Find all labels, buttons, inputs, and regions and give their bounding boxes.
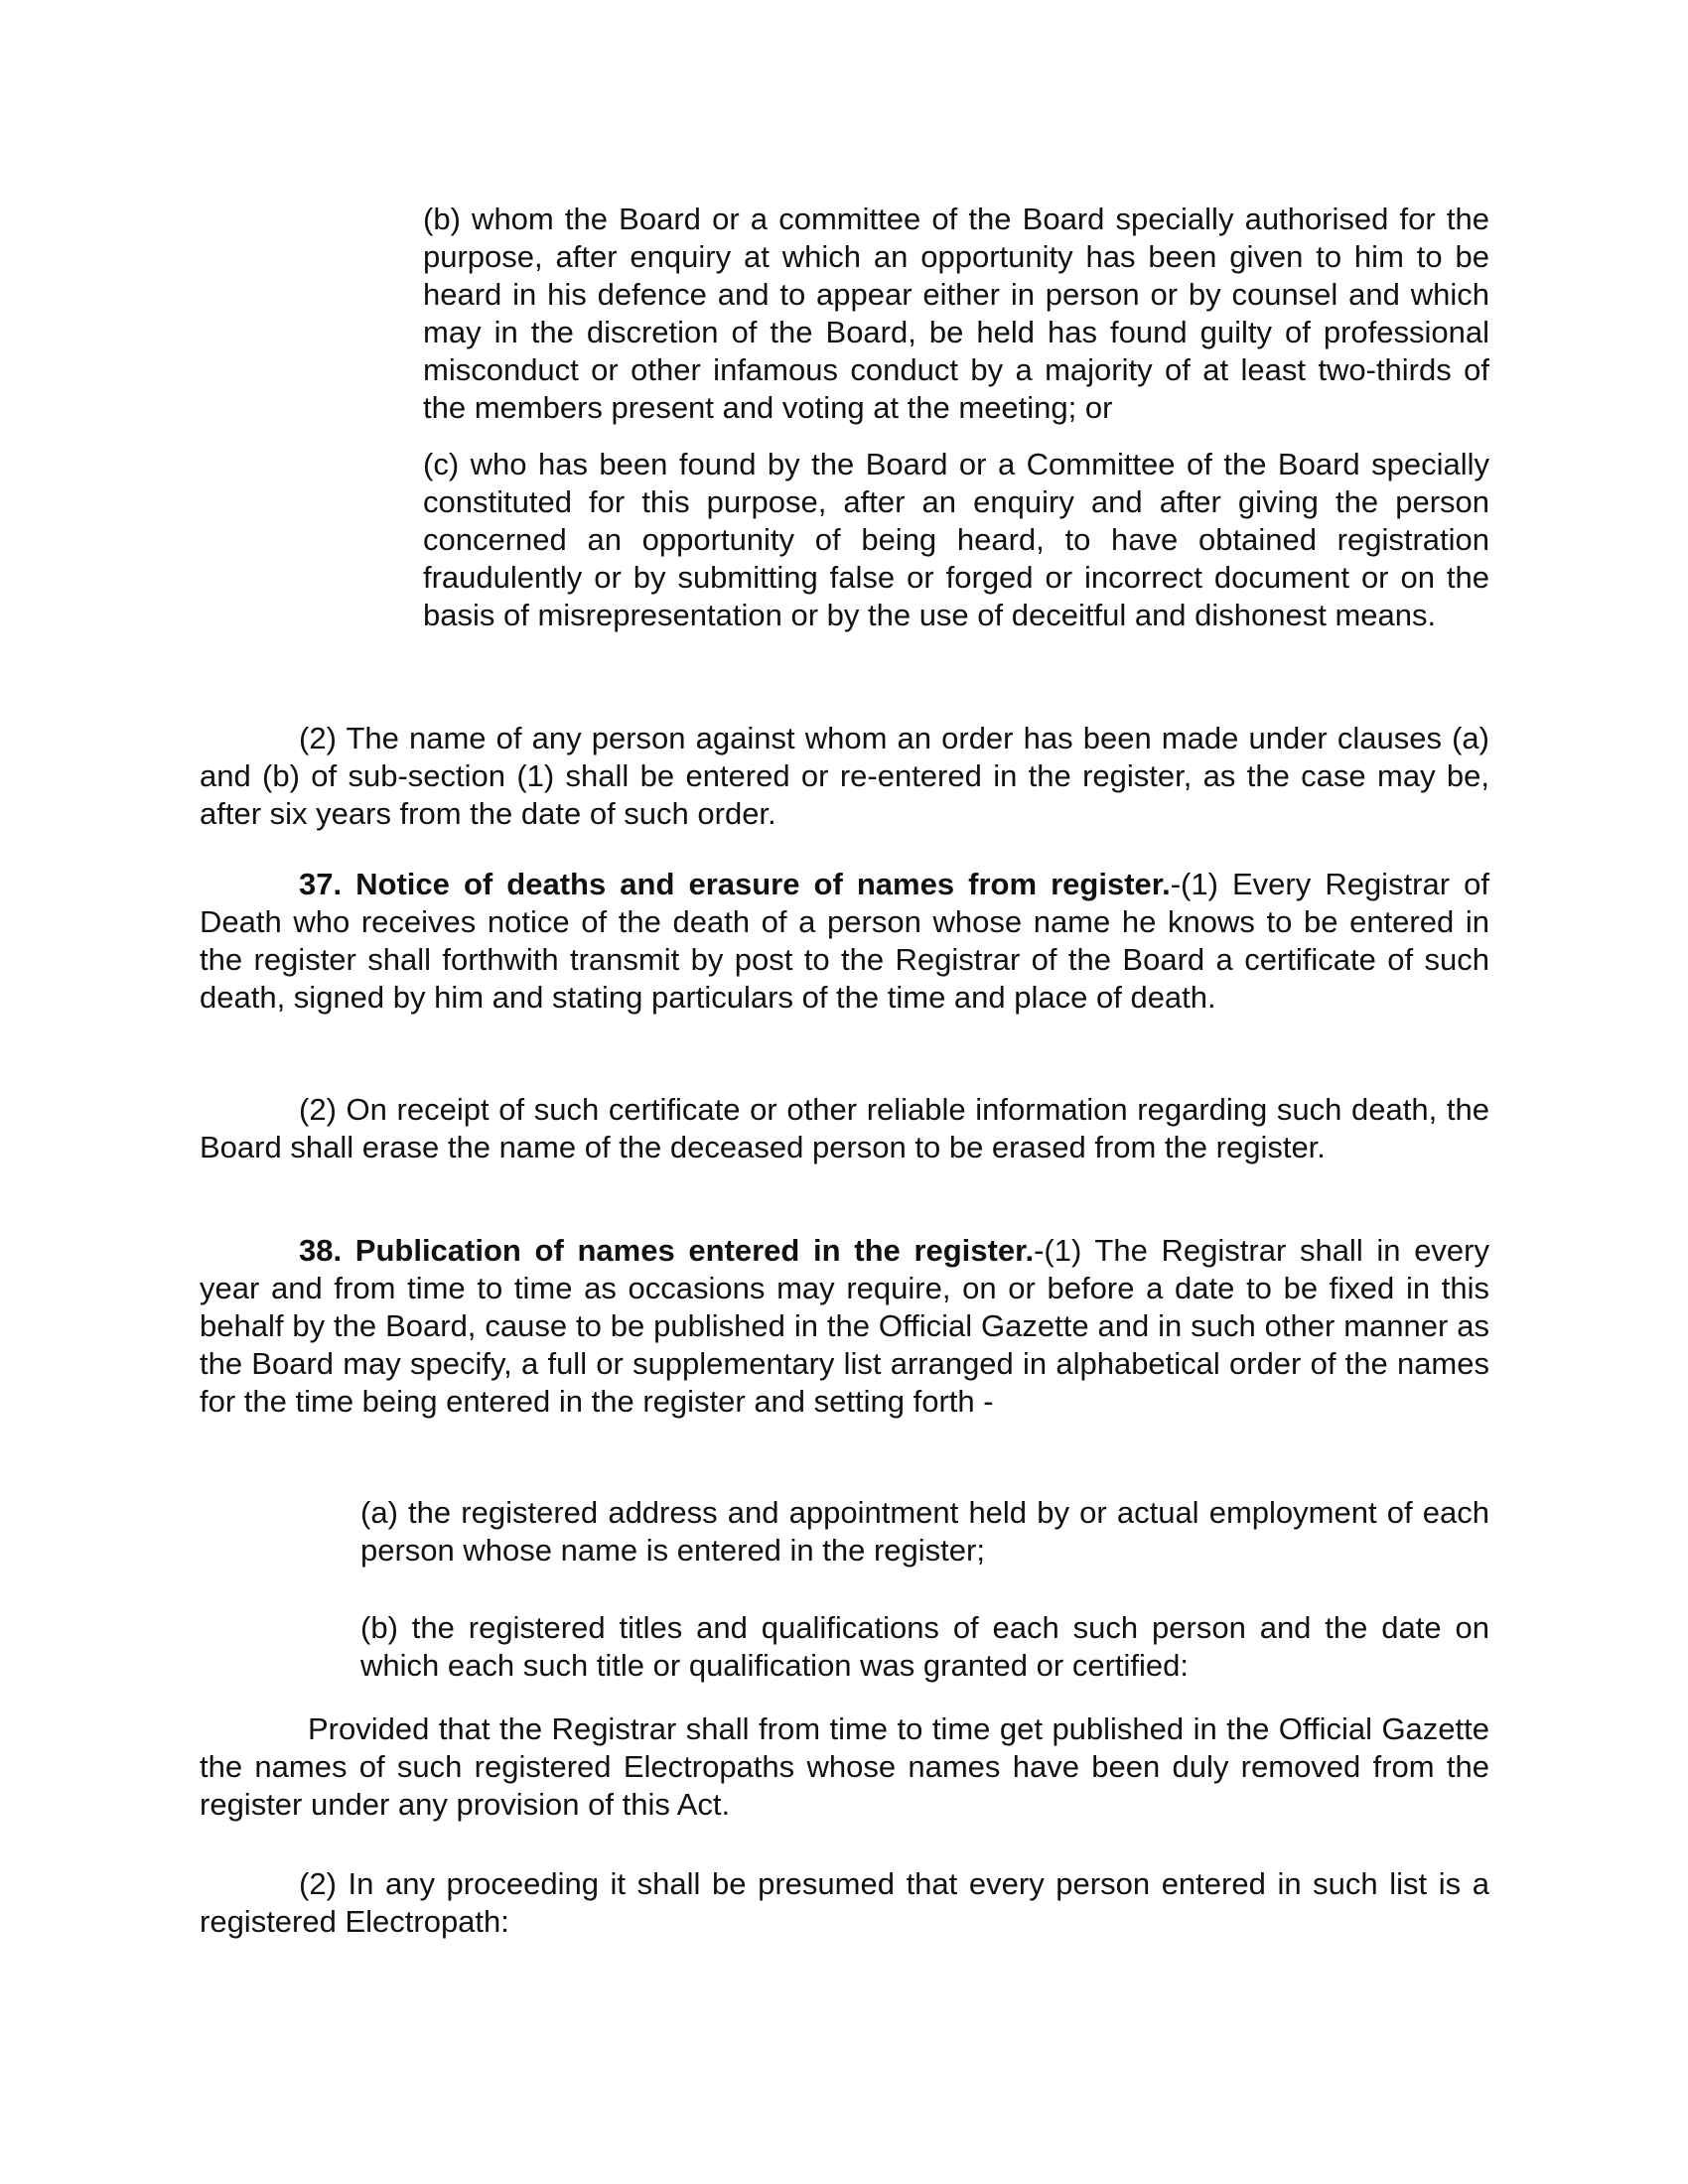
clause-c-previous-section: (c) who has been found by the Board or a Committee of the Board specially constituted for this purpose, after an enquiry and after giving the person concerned an opportunity of being heard, to have obtained registration fraudulently or by submitting false or forged or incorrect document or on the basis of misrepresentation or by the use of deceitful and dishonest means.	[423, 447, 1489, 632]
section-38-subsection-1	[200, 1232, 1489, 1421]
section-38-subsection-1-text: -(1) The Registrar shall in every year and from time to time as occasions may require, on or before a date to be fixed in this behalf by the Board, cause to be published in the Official Gazette and in such other manner as the Board may specify, a full or supplementary list arranged in alphabetical order of the names for the time being entered in the register and setting forth -	[200, 1233, 1489, 1419]
section-37-subsection-1-text: -(1) Every Registrar of Death who receives notice of the death of a person whose name he knows to be entered in the register shall forthwith transmit by post to the Registrar of the Board a certificate of such death, signed by him and stating particulars of the time and place of death.	[200, 867, 1489, 1015]
subsection-2-previous-section: (2) The name of any person against whom an order has been made under clauses (a) and (b) of sub-section (1) shall be entered or re-entered in the register, as the case may be, after six years from the date of such order.	[200, 721, 1489, 831]
section-38-clause-a: (a) the registered address and appointment held by or actual employment of each person whose name is entered in the register;	[360, 1495, 1489, 1568]
section-37-heading: 37. Notice of deaths and erasure of names from register.	[299, 867, 1171, 901]
section-38-clause-b: (b) the registered titles and qualifications of each such person and the date on which each such title or qualification was granted or certified:	[360, 1610, 1489, 1683]
section-38-heading: 38. Publication of names entered in the register.	[299, 1233, 1035, 1268]
section-37-subsection-1	[200, 866, 1489, 1017]
section-38-proviso: Provided that the Registrar shall from time to time get published in the Official Gazette the names of such registered Electropaths whose names have been duly removed from the register under any provision of this Act.	[200, 1711, 1489, 1822]
section-38-subsection-2: (2) In any proceeding it shall be presumed that every person entered in such list is a registered Electropath:	[200, 1866, 1489, 1939]
section-37-subsection-2: (2) On receipt of such certificate or other reliable information regarding such death, the Board shall erase the name of the deceased person to be erased from the register.	[200, 1092, 1489, 1164]
clause-b-previous-section: (b) whom the Board or a committee of the Board specially authorised for the purpose, after enquiry at which an opportunity has been given to him to be heard in his defence and to appear either in person or by counsel and which may in the discretion of the Board, be held has found guilty of professional misconduct or other infamous conduct by a majority of at least two-thirds of the members present and voting at the meeting; or	[423, 202, 1489, 425]
